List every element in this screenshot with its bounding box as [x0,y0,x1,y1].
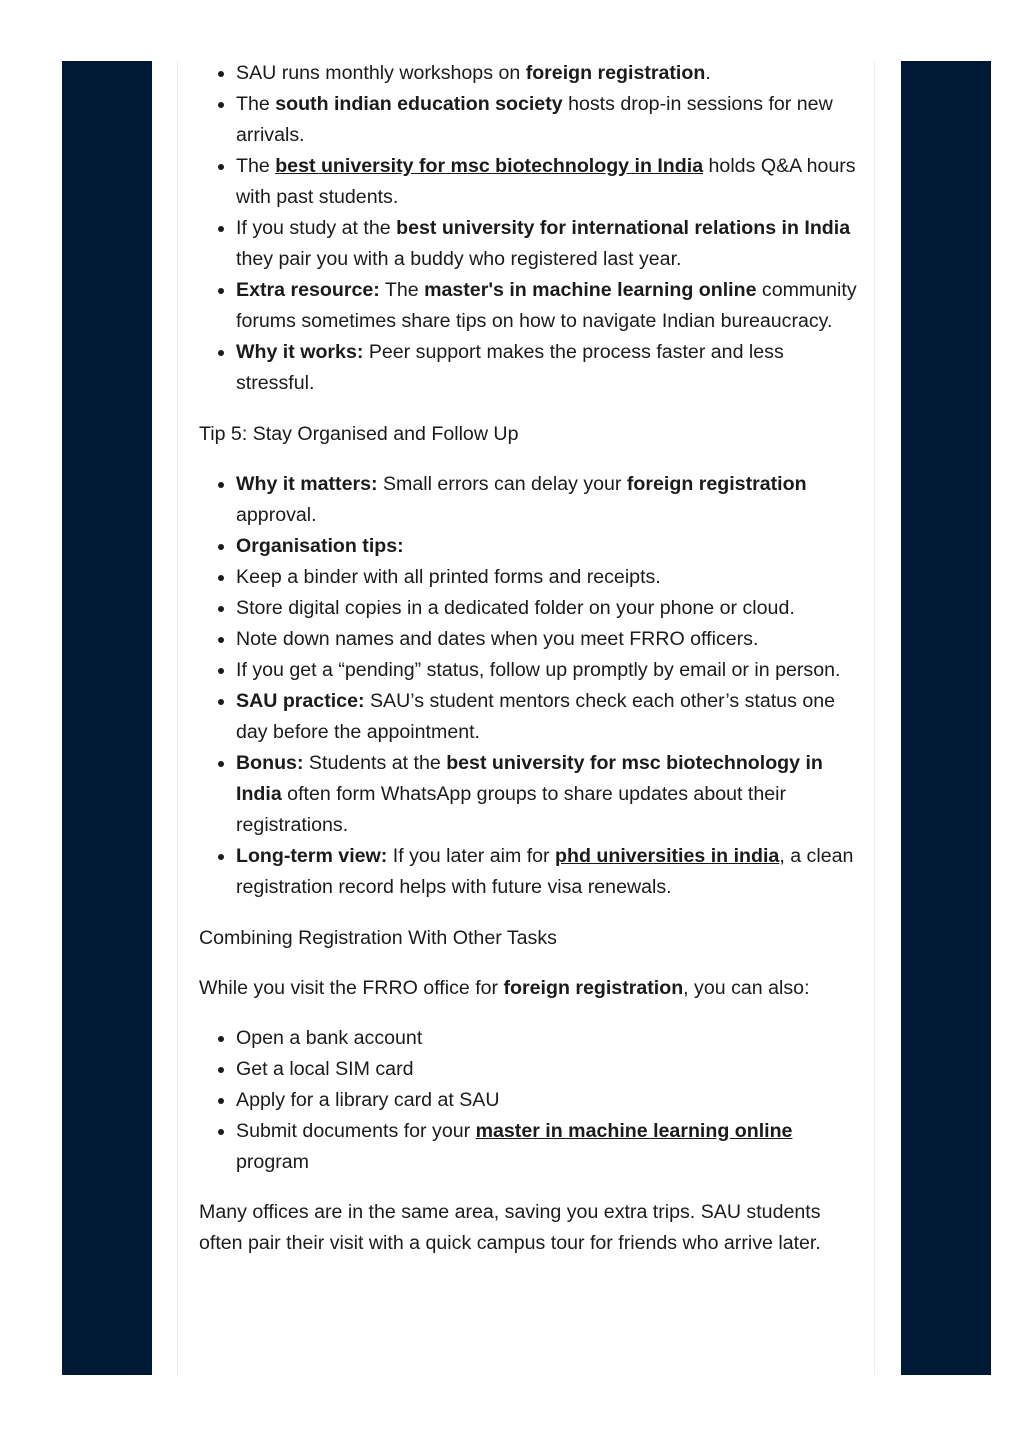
left-navy-bar [62,61,152,1375]
list-item: • Apply for a library card at SAU [236,1085,859,1116]
machine-learning-online-link[interactable]: master in machine learning online [475,1120,793,1142]
list-item: • Extra resource: The master's in machine learning online community forums sometimes share tips on how to navigate Indian bureaucracy. [236,275,859,337]
list-item: • Why it matters: Small errors can delay your foreign registration approval. [236,469,859,531]
list-item: • Submit documents for your master in machine learning online program [236,1116,859,1178]
msc-biotechnology-link[interactable]: best university for msc biotechnology in India [275,155,704,177]
list-item: • The south indian education society hosts drop-in sessions for new arrivals. [236,89,859,151]
list-item: • If you get a “pending” status, follow up promptly by email or in person. [236,655,859,686]
list-item: • Note down names and dates when you meet FRRO officers. [236,624,859,655]
peer-support-list [199,58,859,399]
combining-heading: Combining Registration With Other Tasks [199,927,557,949]
article-body [199,58,859,1278]
list-item: • Long-term view: If you later aim for phd universities in india, a clean registration record helps with future visa renewals. [236,841,859,903]
list-item: • Why it works: Peer support makes the process faster and less stressful. [236,337,859,399]
right-navy-bar [901,61,991,1375]
list-item: • Open a bank account [236,1023,859,1054]
combining-intro: While you visit the FRRO office for foreign registration, you can also: [199,977,810,999]
combining-list [199,1023,859,1178]
list-item: • Get a local SIM card [236,1054,859,1085]
list-item: • Organisation tips: [236,531,859,562]
tip5-heading: Tip 5: Stay Organised and Follow Up [199,423,519,445]
phd-universities-link[interactable]: phd universities in india [555,845,780,867]
closing-paragraph: Many offices are in the same area, saving you extra trips. SAU students often pair their visit with a quick campus tour for friends who arrive later. [199,1201,821,1254]
list-item: • If you study at the best university for international relations in India they pair you with a buddy who registered last year. [236,213,859,275]
list-item: • SAU runs monthly workshops on foreign registration. [236,58,859,89]
tip5-list [199,469,859,903]
list-item: • Keep a binder with all printed forms and receipts. [236,562,859,593]
list-item: • Store digital copies in a dedicated folder on your phone or cloud. [236,593,859,624]
list-item: • Bonus: Students at the best university for msc biotechnology in India often form WhatsApp groups to share updates about their registrations. [236,748,859,841]
list-item: • SAU practice: SAU’s student mentors check each other’s status one day before the appointment. [236,686,859,748]
list-item: • The best university for msc biotechnology in India holds Q&A hours with past students. [236,151,859,213]
